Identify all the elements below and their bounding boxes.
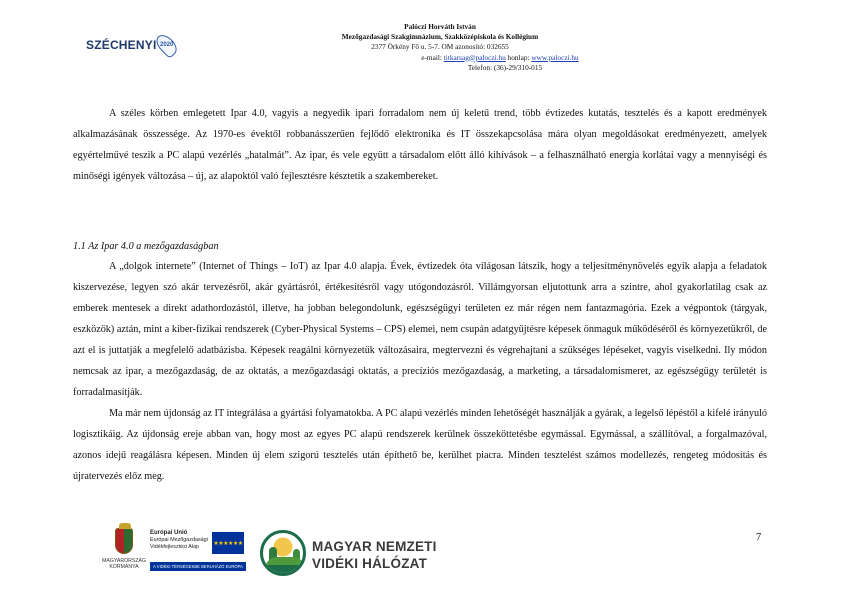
school-subtitle: Mezőgazdasági Szakgimnázium, Szakközépiskola és Kollégium [341,32,539,42]
eu-caption [150,530,212,551]
gov-text-line1: MAGYARORSZÁG [102,558,147,564]
mnvh-line1: MAGYAR NEMZETI [312,539,437,554]
szechenyi-logo-text: SZÉCHENYI [86,38,157,52]
eu-stars: ★★★★★★ [213,539,243,547]
section-heading: 1.1 Az Ipar 4.0 a mezőgazdaságban [73,241,219,252]
mnvh-wordmark [312,538,437,572]
paragraph-intro: A széles körben emlegetett Ipar 4.0, vagyis a negyedik ipari forradalom nem új keletű trend, több évtizedes kutatás, tesztelés és a kapott eredmények alkalmazásának összessége. Az 1970-es évektől robbanásszerűen fejlődő elektronika és IT összekapcsolása mára olyan megoldásokat eredményezett, amelyek egyértelművé teszik a PC alapú vezérlés „hatalmát”. Az ipar, és vele együtt a társadalom előtt álló kihívások – a felhasználható energia korlátai vagy a mennyiségi és minőségi igények változása – új, az alapoktól való fejlesztésre késztetik a szakembereket. [73,108,767,182]
section-body [73,256,767,487]
mnvh-line2: VIDÉKI HÁLÓZAT [312,556,428,571]
szechenyi-year: 2020 [160,42,174,48]
homepage-link[interactable]: www.paloczi.hu [531,52,579,62]
page-number: 7 [756,532,762,543]
eu-slogan-bar: A VIDÉKI TÉRSÉGEKBE BERUHÁZÓ EURÓPA [150,562,246,571]
email-label: e-mail: [421,52,444,62]
szechenyi-2020-logo [86,30,174,60]
eu-title: Európai Unió [150,530,188,536]
eu-fund-line1: Európai Mezőgazdasági [150,537,208,543]
paragraph-pc-control: Ma már nem újdonság az IT integrálása a gyártási folyamatokba. A PC alapú vezérlés minden lehetőségét használják a gyárak, a legelső lépéstől a kifelé irányuló logisztikáig. Az újdonság ereje abban van, hogy most az egyes PC alapú rendszerek kerülnek összeköttetésbe egymással. Egymással, a szállítóval, a forgalmazóval, azonos idejű reagálásra képesen. Minden új elem szigorú tesztelés után építhető be, kerülhet piacra. Minden tesztelést számos modellezés, rengeteg módosítás és újratervezés előz meg. [73,408,767,482]
eu-flag-icon [212,532,244,554]
contact-line [260,53,620,63]
mnvh-emblem-icon [260,530,306,576]
mnvh-logo [260,530,450,578]
hungarian-government-logo [102,528,147,580]
gov-text-line2: KORMÁNYA [109,564,139,570]
email-link[interactable]: titkarsag@paloczi.hu [443,52,506,62]
gov-caption [102,558,146,570]
school-name: Palóczi Horváth István [404,22,476,31]
coat-of-arms-icon [115,528,133,554]
paragraph-iot: A „dolgok internete” (Internet of Things – IoT) az Ipar 4.0 alapja. Évek, évtizedek óta világosan látszik, hogy a teljesítménynövelés egyik alapja a feladatok kiszervezése, legyen szó akár tervezésről, akár gyártásról, értékesítésről vagy utógondozásról. Villámgyorsan eljutottunk arra a szintre, ahol gyakorlatilag csak az emberek mentesek a direkt adathordozástól, illetve, ha jobban belegondolunk, egészségügyi területen ez már régen nem fantazmagória. Ezek a végpontok (tárgyak, eszközök) aztán, mint a kiber-fizikai rendszerek (Cyber-Physical Systems – CPS) elemei, nem csupán adatgyűjtésre képesek önmaguk működéséről és környezetükről, de azt el is juttatják a megfelelő adatbázisba. Képesek reagálni környezetük változásaira, megtervezni és végrehajtani a szükséges lépéseket, vagyis viselkedni. Ily módon nemcsak az ipar, a mezőgazdaság, de az oktatás, a mezőgazdasági oktatás, a precíziós mezőgazdaság, a marketing, a társadalomismeret, az egészségügy területét is forradalmasítják. [73,261,767,398]
school-letterhead [260,22,620,73]
school-address: 2377 Örkény Fő u. 5-7. OM azonosító: 032655 [371,42,509,52]
eu-fund-line2: Vidékfejlesztési Alap [150,544,200,550]
eu-fund-logo [148,528,248,580]
szechenyi-badge-icon [153,31,181,59]
school-phone: Telefon: (36)-29/310-015 [467,62,543,72]
homepage-label: honlap: [505,52,532,62]
